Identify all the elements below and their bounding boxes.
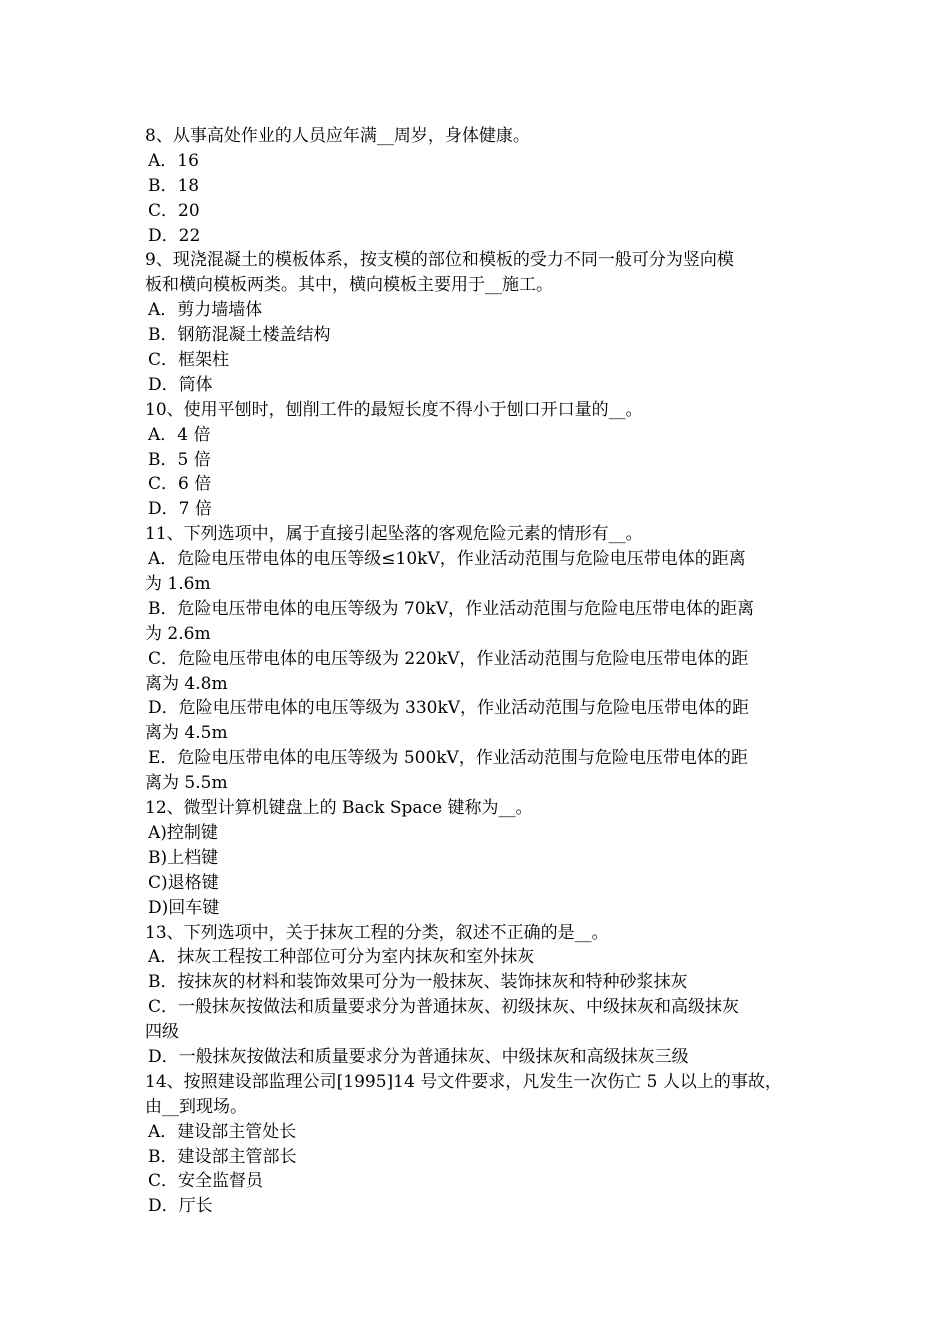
question-9-stem-line-2: 板和横向模板两类。其中，横向模板主要用于__施工。: [145, 275, 553, 296]
question-13-option-a: A．抹灰工程按工种部位可分为室内抹灰和室外抹灰: [148, 947, 535, 968]
question-12-stem: 12、微型计算机键盘上的 Back Space 键称为__。: [145, 798, 533, 819]
question-14-option-a: A．建设部主管处长: [148, 1121, 297, 1142]
document-body: [145, 124, 810, 1219]
question-9-option-b: B．钢筋混凝土楼盖结构: [148, 325, 331, 346]
question-11-option-c-line-1: C．危险电压带电体的电压等级为 220kV，作业活动范围与危险电压带电体的距: [148, 648, 749, 669]
question-10-option-c: C．6 倍: [148, 474, 212, 495]
question-11-option-d-line-1: D．危险电压带电体的电压等级为 330kV，作业活动范围与危险电压带电体的距: [148, 698, 750, 719]
question-11-option-e-line-1: E．危险电压带电体的电压等级为 500kV，作业活动范围与危险电压带电体的距: [148, 748, 748, 769]
question-11-option-a-line-2: 为 1.6m: [145, 574, 211, 595]
question-8-option-a: A．16: [148, 150, 199, 171]
question-9-stem-line-1: 9、现浇混凝土的模板体系，按支模的部位和模板的受力不同一般可分为竖向模: [145, 250, 734, 271]
question-9-option-c: C．框架柱: [148, 350, 230, 371]
question-13-option-d: D．一般抹灰按做法和质量要求分为普通抹灰、中级抹灰和高级抹灰三级: [148, 1046, 689, 1067]
question-12-option-b: B)上档键: [148, 847, 219, 868]
question-8-option-d: D．22: [148, 225, 201, 246]
question-10-option-b: B．5 倍: [148, 449, 211, 470]
question-10-option-a: A．4 倍: [148, 424, 211, 445]
question-8-stem: 8、从事高处作业的人员应年满__周岁，身体健康。: [145, 126, 530, 146]
question-12-option-c: C)退格键: [148, 872, 219, 893]
question-13-option-b: B．按抹灰的材料和装饰效果可分为一般抹灰、装饰抹灰和特种砂浆抹灰: [148, 972, 688, 993]
question-10-stem: 10、使用平刨时，刨削工件的最短长度不得小于刨口开口量的__。: [145, 399, 643, 420]
question-9-option-a: A．剪力墙墙体: [148, 300, 263, 321]
question-11-stem: 11、下列选项中，属于直接引起坠落的客观危险元素的情形有__。: [145, 524, 643, 545]
question-9-option-d: D．筒体: [148, 374, 213, 395]
question-12-option-d: D)回车键: [148, 897, 220, 918]
question-10-option-d: D．7 倍: [148, 499, 212, 520]
question-11-option-d-line-2: 离为 4.5m: [145, 723, 228, 744]
question-14-option-d: D．厅长: [148, 1196, 213, 1217]
question-11-option-c-line-2: 离为 4.8m: [145, 673, 228, 694]
question-12-option-a: A)控制键: [148, 822, 218, 843]
question-13-stem: 13、下列选项中，关于抹灰工程的分类，叙述不正确的是__。: [145, 922, 609, 943]
question-14-stem-line-2: 由__到现场。: [145, 1096, 247, 1117]
question-8-option-b: B．18: [148, 175, 200, 196]
question-8-option-c: C．20: [148, 200, 200, 221]
question-13-option-c-line-1: C．一般抹灰按做法和质量要求分为普通抹灰、初级抹灰、中级抹灰和高级抹灰: [148, 997, 740, 1018]
question-14-option-c: C．安全监督员: [148, 1171, 264, 1192]
question-13-option-c-line-2: 四级: [145, 1022, 179, 1043]
question-11-option-a-line-1: A．危险电压带电体的电压等级≤10kV，作业活动范围与危险电压带电体的距离: [148, 549, 746, 570]
question-14-option-b: B．建设部主管部长: [148, 1146, 297, 1167]
question-11-option-e-line-2: 离为 5.5m: [145, 773, 228, 794]
question-11-option-b-line-2: 为 2.6m: [145, 623, 211, 644]
question-11-option-b-line-1: B．危险电压带电体的电压等级为 70kV，作业活动范围与危险电压带电体的距离: [148, 598, 755, 619]
question-14-stem-line-1: 14、按照建设部监理公司[1995]14 号文件要求，凡发生一次伤亡 5 人以上的事故，: [145, 1071, 782, 1092]
